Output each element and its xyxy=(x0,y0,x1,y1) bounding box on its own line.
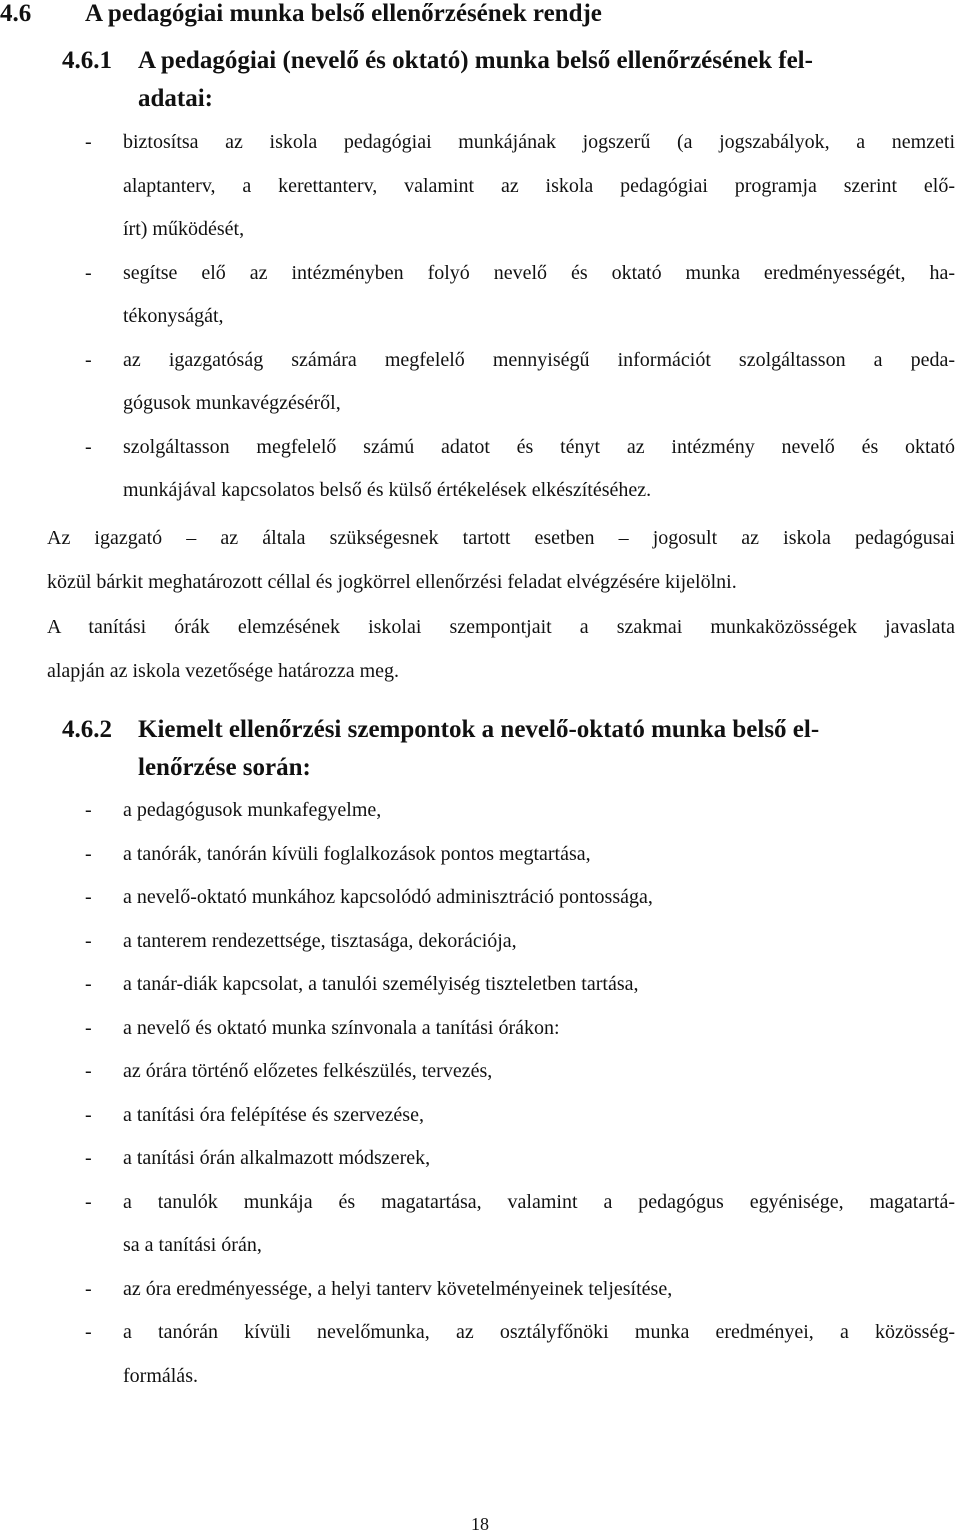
list-item xyxy=(0,833,960,877)
list-item xyxy=(0,121,960,252)
list-item-line: a pedagógusok munkafegyelme, xyxy=(123,799,382,821)
subsection-title-line: A pedagógiai (nevelő és oktató) munka belső ellenőrzésének fel- xyxy=(138,47,813,74)
list-bullet: - xyxy=(85,1060,92,1082)
paragraph-line: A tanítási órák elemzésének iskolai szempontjait a szakmai munkaközösségek javaslata xyxy=(47,616,955,638)
list-bullet: - xyxy=(85,131,92,153)
list-item xyxy=(0,789,960,833)
list-item-line: a tanár-diák kapcsolat, a tanulói személyiség tiszteletben tartása, xyxy=(123,973,639,995)
list-bullet: - xyxy=(85,1321,92,1343)
subsection-heading-4-6-1 xyxy=(62,42,957,118)
list-item xyxy=(0,252,960,339)
section-heading-4-6 xyxy=(0,0,950,30)
subsection-title-line: lenőrzése során: xyxy=(138,754,311,781)
paragraph-line: közül bárkit meghatározott céllal és jogkörrel ellenőrzési feladat elvégzésére kijelölni. xyxy=(47,571,737,593)
list-bullet: - xyxy=(85,842,92,865)
list-bullet: - xyxy=(85,261,92,284)
list-bullet: - xyxy=(85,1277,92,1300)
list-item-line: szolgáltasson megfelelő számú adatot és tényt az intézmény nevelő és oktató xyxy=(123,435,955,458)
list-bullet: - xyxy=(85,1016,92,1039)
subsection-number: 4.6.2 xyxy=(62,716,112,743)
subsection-title xyxy=(138,42,957,118)
list-item-line: tékonyságát, xyxy=(123,305,224,327)
list-bullet: - xyxy=(85,1190,92,1213)
list-item-line: az igazgatóság számára megfelelő mennyiségű információt szolgáltasson a peda- xyxy=(123,348,955,371)
list-item-line: alaptanterv, a kerettanterv, valamint az iskola pedagógiai programja szerint elő- xyxy=(123,174,955,197)
list-item-line: a tanítási órán alkalmazott módszerek, xyxy=(123,1147,431,1169)
list-item-line: a tanórák, tanórán kívüli foglalkozások pontos megtartása, xyxy=(123,842,591,865)
list-item-line: munkájával kapcsolatos belső és külső értékelések elkészítéséhez. xyxy=(123,479,652,501)
section-number: 4.6 xyxy=(0,0,32,27)
list-item-line: az óra eredményessége, a helyi tanterv követelményeinek teljesítése, xyxy=(123,1277,673,1300)
subsection-number: 4.6.1 xyxy=(62,47,112,74)
page-number: 18 xyxy=(471,1514,489,1534)
list-item xyxy=(0,920,960,964)
list-bullet: - xyxy=(85,799,92,821)
list-bullet: - xyxy=(85,929,92,952)
list-item xyxy=(0,1137,960,1181)
list-item-line: biztosítsa az iskola pedagógiai munkájának jogszerű (a jogszabályok, a nemzeti xyxy=(123,131,955,153)
list-item xyxy=(0,1050,960,1094)
list-item xyxy=(0,963,960,1007)
list-item-line: írt) működését, xyxy=(123,218,245,240)
subsection-title xyxy=(138,711,957,787)
list-item-line: a tanórán kívüli nevelőmunka, az osztályfőnöki munka eredményei, a közösség- xyxy=(123,1321,955,1343)
list-item-line: sa a tanítási órán, xyxy=(123,1234,262,1256)
list-bullet: - xyxy=(85,348,92,371)
list-item xyxy=(0,876,960,920)
tasks-list xyxy=(0,121,960,513)
list-item-line: gógusok munkavégzéséről, xyxy=(123,392,341,414)
list-item xyxy=(0,339,960,426)
paragraph-line: alapján az iskola vezetősége határozza meg. xyxy=(47,660,400,682)
paragraph-tanitasi-orak xyxy=(47,605,955,693)
list-item-line: a tanterem rendezettsége, tisztasága, dekorációja, xyxy=(123,929,517,952)
list-bullet: - xyxy=(85,973,92,995)
list-item xyxy=(0,1181,960,1268)
criteria-list xyxy=(0,789,960,1398)
list-item-line: formálás. xyxy=(123,1364,198,1387)
list-item-line: segítse elő az intézményben folyó nevelő és oktató munka eredményességét, ha- xyxy=(123,261,955,284)
list-item xyxy=(0,1268,960,1312)
list-bullet: - xyxy=(85,435,92,458)
list-item-line: a nevelő és oktató munka színvonala a tanítási órákon: xyxy=(123,1016,560,1039)
section-title: A pedagógiai munka belső ellenőrzésének rendje xyxy=(85,0,602,27)
subsection-heading-4-6-2 xyxy=(62,711,957,787)
list-item xyxy=(0,1311,960,1398)
list-item-line: a tanítási óra felépítése és szervezése, xyxy=(123,1103,424,1126)
list-bullet: - xyxy=(85,1147,92,1169)
paragraph-igazgato xyxy=(47,516,955,604)
list-item-line: a tanulók munkája és magatartása, valamint a pedagógus egyénisége, magatartá- xyxy=(123,1190,955,1213)
list-item xyxy=(0,426,960,513)
list-item-line: a nevelő-oktató munkához kapcsolódó adminisztráció pontossága, xyxy=(123,886,653,908)
list-item xyxy=(0,1094,960,1138)
list-bullet: - xyxy=(85,886,92,908)
list-bullet: - xyxy=(85,1103,92,1126)
paragraph-line: Az igazgató – az általa szükségesnek tartott esetben – jogosult az iskola pedagógusai xyxy=(47,527,955,549)
list-item xyxy=(0,1007,960,1051)
list-item-line: az órára történő előzetes felkészülés, tervezés, xyxy=(123,1060,493,1082)
subsection-title-line: adatai: xyxy=(138,85,213,112)
subsection-title-line: Kiemelt ellenőrzési szempontok a nevelő-oktató munka belső el- xyxy=(138,716,820,743)
